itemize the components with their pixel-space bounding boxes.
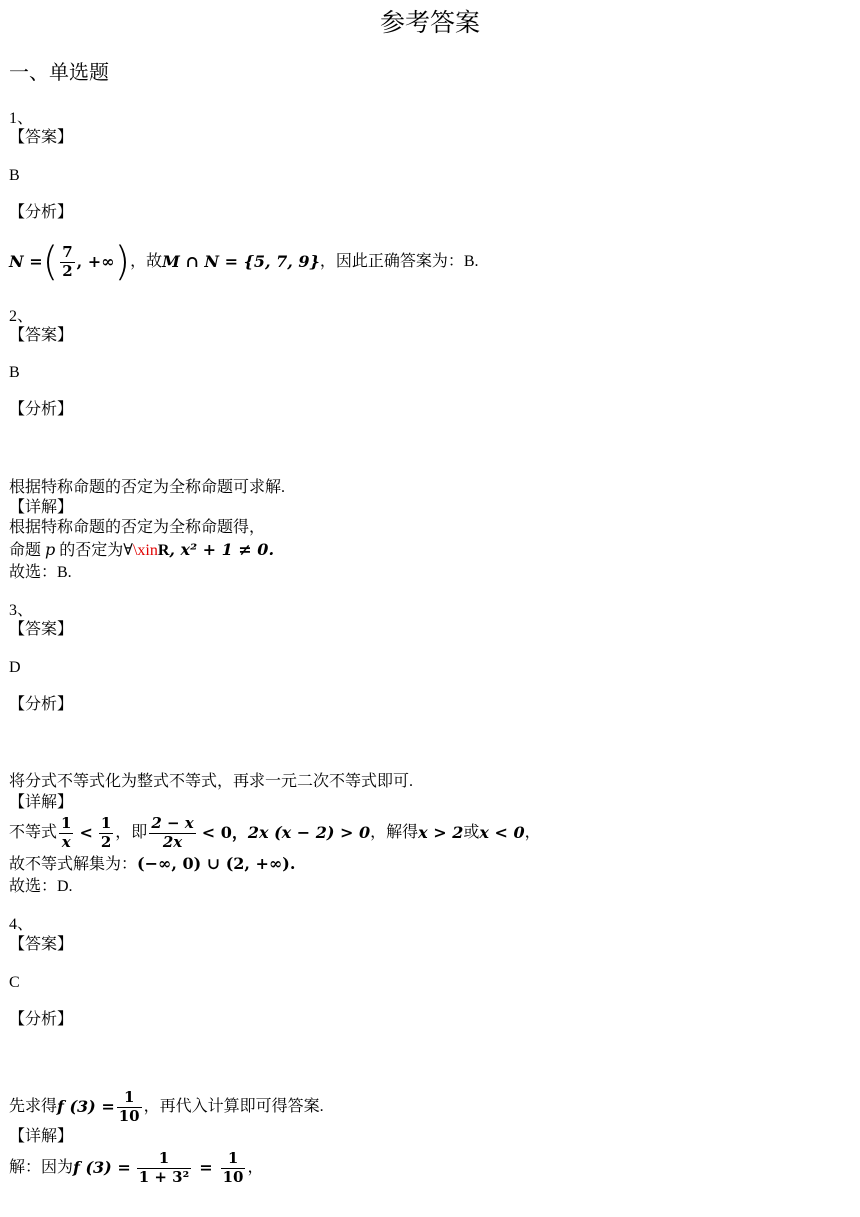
math-x-gt-2: x > 2 [418,823,464,842]
answer-label-2: 【答案】 [9,327,74,344]
answer-value-2: B [9,364,20,381]
question-number-2: 2、 [9,308,34,325]
detail-text-3-2 [9,856,295,873]
math-less-zero: < 0， [201,823,248,842]
answer-value-4: C [9,974,20,991]
detail-label-2: 【详解】 [9,499,74,516]
page-title: 参考答案 [379,8,480,37]
question-number-3: 3、 [9,602,34,619]
analysis-label-3: 【分析】 [9,696,74,713]
text-or: 或 [463,824,480,841]
analysis-text-2: 根据特称命题的否定为全称命题可求解. [9,479,286,496]
text-proposition: 命题 [9,542,46,559]
answer-label-4: 【答案】 [9,936,74,953]
math-real-set: R [157,542,170,559]
fraction-numerator: 1 [158,1149,170,1168]
fraction-numerator: 7 [62,243,73,262]
detail-text-3-3: 故选：D. [9,878,73,895]
fraction-1-10 [221,1150,246,1186]
text-inequality: 不等式 [9,824,58,841]
right-paren: ) [114,239,131,285]
fraction-numerator: 1 [227,1149,239,1168]
text-comma: ， [524,824,541,841]
math-plus-infinity: , +∞ [76,252,115,271]
math-n-equals: N = [9,252,43,271]
math-expression: , x² + 1 ≠ 0. [169,540,275,559]
text-substitute: ，再代入计算即可得答案. [143,1098,324,1115]
fraction-denominator: 10 [222,1167,244,1186]
math-quadratic: 2x (x − 2) > 0 [247,823,371,842]
text-conclusion: ，因此正确答案为：B. [319,253,479,270]
math-solution-set: (−∞, 0) ∪ (2, +∞). [137,854,296,873]
question-number-4: 4、 [9,916,34,933]
fraction-denominator: x [59,833,73,851]
fraction-1-x [59,815,73,851]
answer-label-1: 【答案】 [9,129,74,146]
fraction-denominator: 1 + 3² [138,1167,190,1186]
fraction-1-over-1-plus-3sq [137,1150,191,1186]
detail-text-2-3: 故选：B. [9,564,72,581]
text-therefore: ，故 [130,253,163,270]
text-namely: ，即 [115,824,148,841]
left-paren: ( [42,239,59,285]
math-less-than: < [79,823,93,842]
analysis-formula-1 [9,240,479,284]
answer-label-3: 【答案】 [9,621,74,638]
math-x-lt-0: x < 0 [479,823,525,842]
text-negation: 的否定为∀ [55,542,133,559]
analysis-label-2: 【分析】 [9,401,74,418]
latex-error-text: \xin [132,542,158,559]
analysis-label-4: 【分析】 [9,1011,74,1028]
text-first: 先求得 [9,1098,58,1115]
detail-label-4: 【详解】 [9,1128,74,1145]
fraction-2-minus-x [149,815,195,851]
text-solution-set: 故不等式解集为： [9,856,138,873]
section-heading: 一、单选题 [9,60,109,84]
math-equals: = [199,1158,213,1177]
text-because: 解：因为 [9,1159,74,1176]
fraction-denominator: 2 [100,832,112,851]
analysis-formula-4 [9,1085,324,1129]
detail-formula-3-1 [9,812,541,854]
fraction-denominator: 2 [62,261,73,280]
detail-label-3: 【详解】 [9,794,74,811]
detail-text-2-1: 根据特称命题的否定为全称命题得， [9,519,266,536]
fraction-1-2 [99,815,113,851]
text-comma: ， [247,1159,264,1176]
answer-value-3: D [9,659,21,676]
math-f3: f (3) = [57,1097,115,1116]
math-intersection: M ∩ N = {5, 7, 9} [162,252,320,271]
question-number-1: 1、 [9,110,34,127]
fraction-numerator: 2 − x [151,814,194,833]
text-solve: ，解得 [370,824,419,841]
fraction-numerator: 1 [100,814,112,833]
math-p: p [45,540,56,559]
analysis-label-1: 【分析】 [9,204,74,221]
detail-formula-4 [9,1145,263,1191]
fraction-denominator: 10 [118,1106,140,1125]
detail-text-2-2 [9,542,274,559]
fraction-7-2 [60,244,74,280]
analysis-text-3: 将分式不等式化为整式不等式，再求一元二次不等式即可. [9,773,414,790]
fraction-1-10 [117,1089,142,1125]
fraction-numerator: 1 [61,814,72,833]
answer-value-1: B [9,167,20,184]
fraction-denominator: 2x [149,833,195,851]
fraction-numerator: 1 [123,1088,135,1107]
math-f3: f (3) = [73,1158,131,1177]
